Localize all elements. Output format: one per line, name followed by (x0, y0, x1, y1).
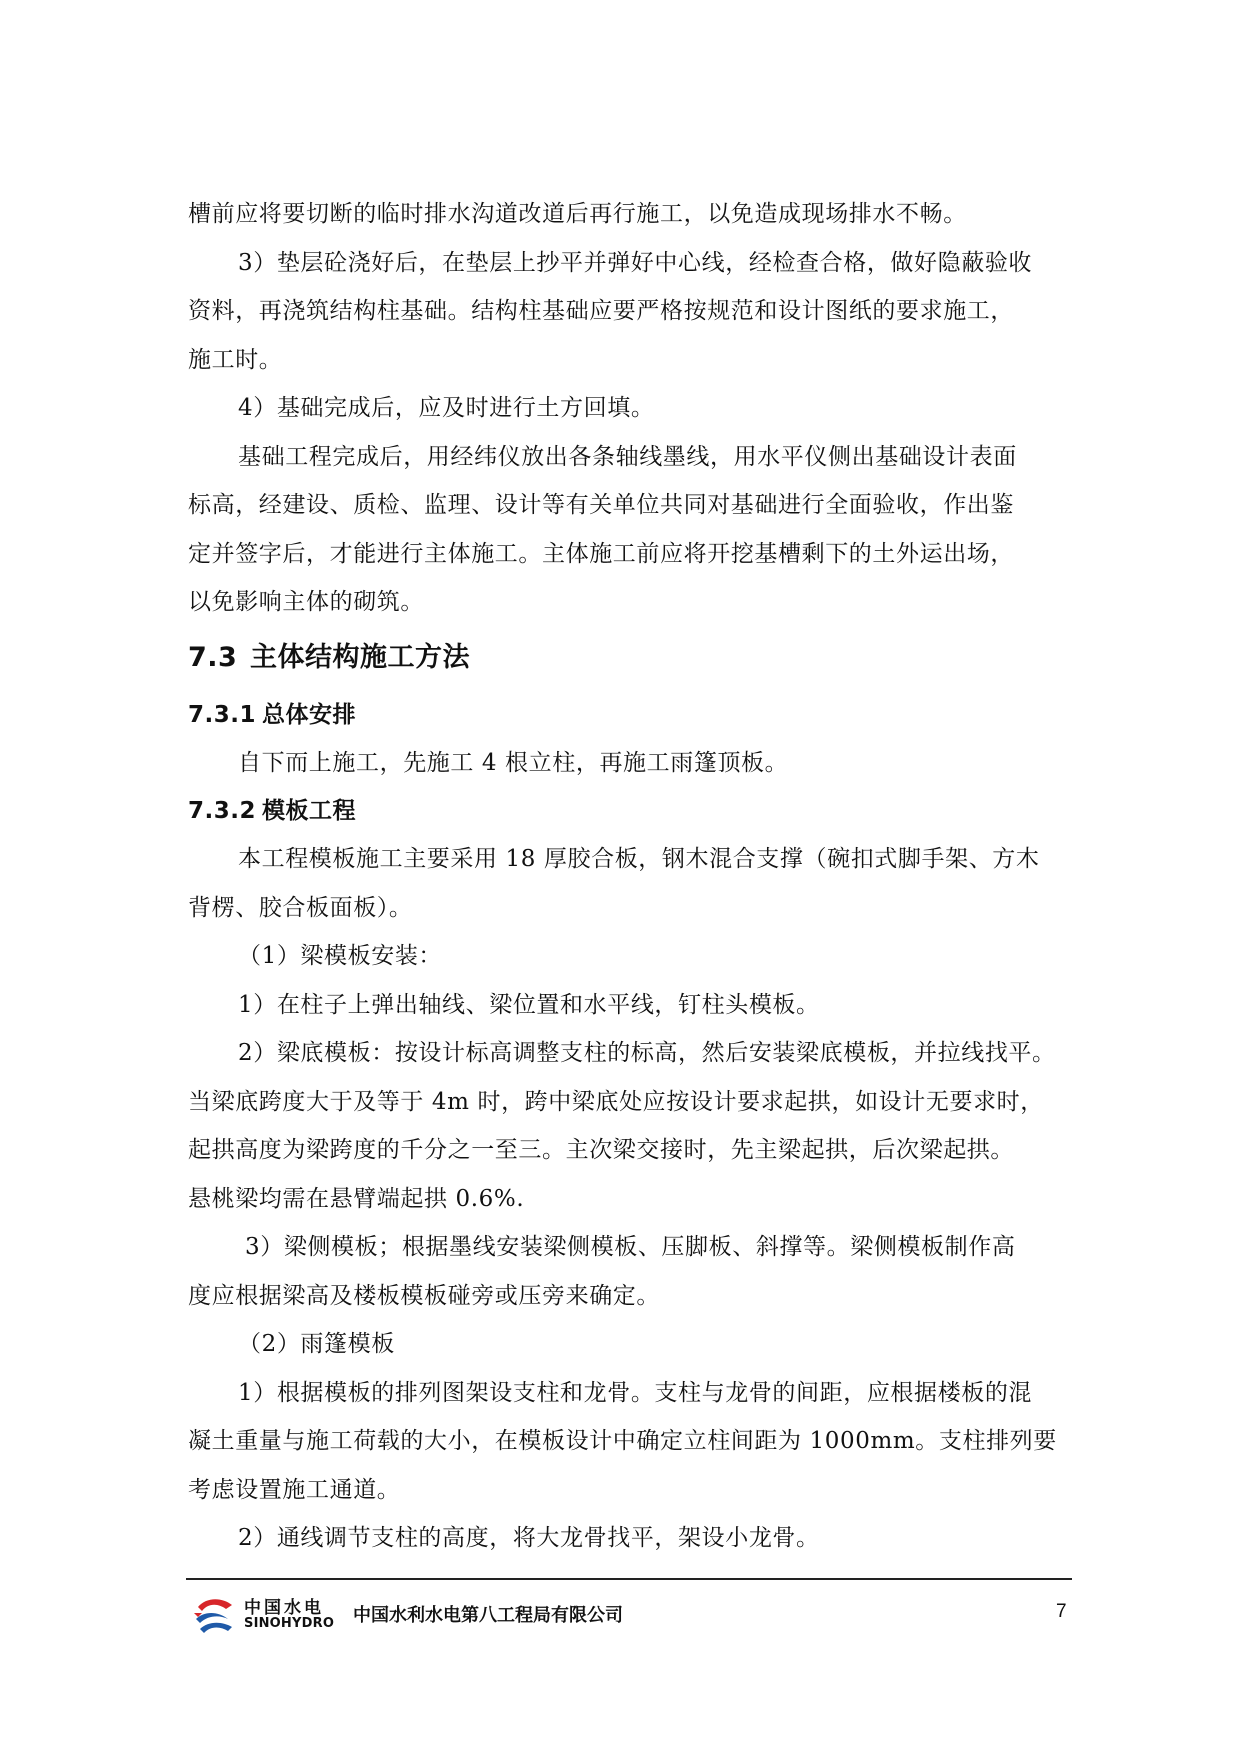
paragraph-cushion-line3: 施工时。 (188, 346, 283, 373)
page-number: 7 (1056, 1601, 1067, 1622)
paragraph-canopy-step1-line2: 凝土重量与施工荷载的大小，在模板设计中确定立柱间距为 1000mm。支柱排列要 (188, 1428, 1057, 1454)
paragraph-beam-step2-line4: 悬桃梁均需在悬臂端起拱 0.6%. (188, 1185, 525, 1212)
section-heading-7-3-2 (188, 787, 1068, 835)
logo-english-text: SINOHYDRO (244, 1616, 335, 1631)
paragraph-canopy-step2: 2）通线调节支柱的高度，将大龙骨找平，架设小龙骨。 (238, 1525, 820, 1551)
paragraph-beam-step3-line2: 度应根据梁高及楼板模板碰旁或压旁来确定。 (188, 1282, 660, 1309)
paragraph-backfill: 4）基础完成后，应及时进行土方回填。 (238, 395, 655, 421)
paragraph-beam-step3-line1: 3）梁侧模板；根据墨线安装梁侧模板、压脚板、斜撑等。梁侧模板制作高 (245, 1234, 1016, 1260)
document-body (188, 190, 1068, 1563)
paragraph-overall-arrangement: 自下而上施工，先施工 4 根立柱，再施工雨篷顶板。 (238, 749, 789, 776)
section-number: 7.3.1 (188, 701, 256, 728)
logo-chinese-text: 中国水电 (244, 1598, 324, 1618)
paragraph-beam-step2-line1: 2）梁底模板：按设计标高调整支柱的标高，然后安装梁底模板，并拉线找平。 (238, 1040, 1056, 1066)
paragraph-cushion-line1: 3）垫层砼浇好后，在垫层上抄平并弹好中心线，经检查合格，做好隐蔽验收 (238, 249, 1033, 276)
sinohydro-logo-icon (192, 1593, 238, 1639)
paragraph-drainage: 槽前应将要切断的临时排水沟道改道后再行施工，以免造成现场排水不畅。 (188, 201, 967, 227)
section-title: 主体结构施工方法 (250, 641, 470, 673)
paragraph-canopy-step1-line1: 1）根据模板的排列图架设支柱和龙骨。支柱与龙骨的间距，应根据楼板的混 (238, 1379, 1033, 1406)
subheading-canopy-formwork: （2）雨篷模板 (238, 1331, 395, 1357)
paragraph-foundation-line2: 标高，经建设、质检、监理、设计等有关单位共同对基础进行全面验收，作出鉴 (188, 492, 1014, 518)
section-title: 总体安排 (262, 701, 356, 728)
paragraph-foundation-line4: 以免影响主体的砌筑。 (188, 589, 424, 615)
section-number: 7.3 (188, 641, 238, 673)
paragraph-beam-step2-line2: 当梁底跨度大于及等于 4m 时，跨中梁底处应按设计要求起拱，如设计无要求时， (188, 1088, 1044, 1115)
company-name: 中国水利水电第八工程局有限公司 (353, 1605, 623, 1626)
paragraph-cushion-line2: 资料，再浇筑结构柱基础。结构柱基础应要严格按规范和设计图纸的要求施工， (188, 298, 1014, 324)
footer-divider (186, 1578, 1072, 1580)
paragraph-canopy-step1-line3: 考虑设置施工通道。 (188, 1476, 401, 1503)
paragraph-formwork-line2: 背楞、胶合板面板）。 (188, 894, 413, 921)
paragraph-foundation-line1: 基础工程完成后，用经纬仪放出各条轴线墨线，用水平仪侧出基础设计表面 (238, 443, 1017, 470)
section-title: 模板工程 (262, 798, 356, 824)
paragraph-formwork-line1: 本工程模板施工主要采用 18 厚胶合板，钢木混合支撑（碗扣式脚手架、方木 (238, 846, 1040, 872)
section-heading-7-3 (188, 627, 1068, 691)
paragraph-foundation-line3: 定并签字后，才能进行主体施工。主体施工前应将开挖基槽剩下的土外运出场， (188, 540, 1014, 567)
section-heading-7-3-1 (188, 691, 1068, 739)
paragraph-beam-step2-line3: 起拱高度为梁跨度的千分之一至三。主次梁交接时，先主梁起拱，后次梁起拱。 (188, 1137, 1014, 1163)
section-number: 7.3.2 (188, 798, 256, 824)
paragraph-beam-step1: 1）在柱子上弹出轴线、梁位置和水平线，钉柱头模板。 (238, 991, 820, 1018)
subheading-beam-formwork: （1）梁模板安装： (238, 943, 443, 969)
